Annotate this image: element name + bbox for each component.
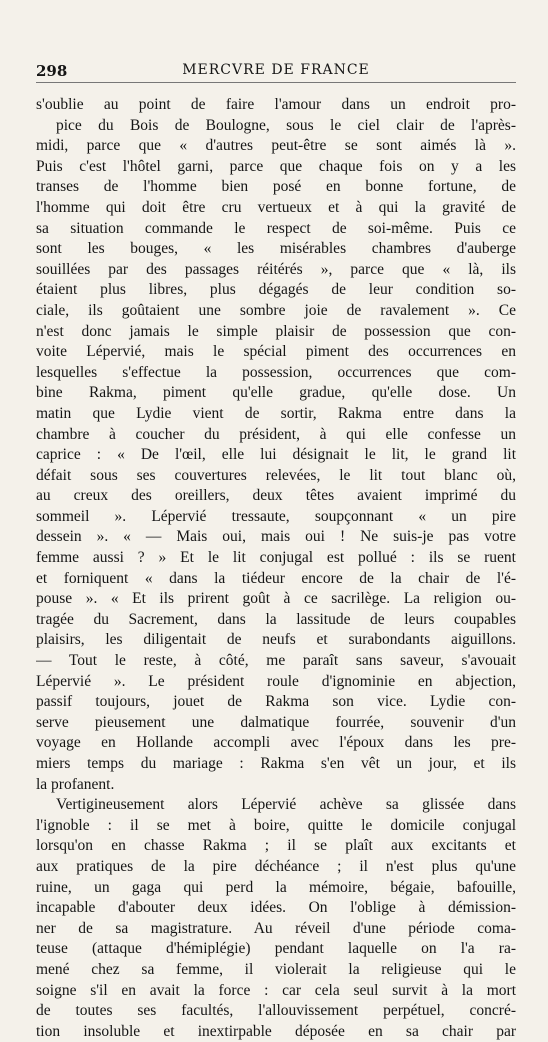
text-line: sommeil ». Lépervié tressaute, soupçonnant « un pire (36, 507, 516, 525)
text-line: ner de sa magistrature. Au réveil d'une période coma- (36, 919, 516, 937)
running-title: MERCVRE DE FRANCE (182, 62, 370, 78)
text-line: pice du Bois de Boulogne, sous le ciel clair de l'après- (56, 116, 516, 134)
text-line: mené chez sa femme, il violerait la religieuse qui le (36, 960, 516, 978)
text-line: l'ignoble : il se met à boire, quitte le domicile conjugal (36, 816, 516, 834)
text-line: teuse (attaque d'hémiplégie) pendant laquelle on l'a ra- (36, 940, 516, 958)
text-line: la profanent. (36, 775, 115, 793)
text-line: midi, parce que « d'autres peut-être se sont aimés là ». (36, 137, 516, 155)
text-line: soigne s'il en avait la force : car cela seul survit à la mort (36, 981, 516, 999)
text-line: Lépervié ». Le président roule d'ignominie en abjection, (36, 672, 516, 690)
text-line: n'est donc jamais le simple plaisir de possession que con- (36, 322, 516, 340)
page-number: 298 (36, 62, 68, 80)
text-line: dessein ». « — Mais oui, mais oui ! Ne suis-je pas votre (36, 528, 516, 546)
text-line: femme aussi ? » Et le lit conjugal est pollué : ils se ruent (36, 549, 516, 567)
text-line: tragée du Sacrement, dans la lassitude de leurs coupables (36, 610, 516, 628)
text-line: chambre à coucher du président, à qui elle confesse un (36, 425, 516, 443)
text-line: caprice : « De l'œil, elle lui désignait le lit, le grand lit (36, 446, 516, 464)
page-header (36, 60, 516, 83)
body-text (36, 95, 516, 1042)
text-line: passif toujours, jouet de Rakma son vice. Lydie con- (36, 693, 516, 711)
text-line: étaient plus libres, plus dégagés de leur condition so- (36, 281, 516, 299)
text-line: au creux des oreillers, deux têtes avaient imprimé du (36, 487, 516, 505)
text-line: transes de l'homme bien posé en bonne fortune, de (36, 178, 516, 196)
text-line: l'homme qui doit être cru vertueux et à qui la gravité de (36, 198, 516, 216)
text-line: pouse ». « Et ils prirent goût à ce sacrilège. La religion ou- (36, 590, 516, 608)
text-line: — Tout le reste, à côté, me paraît sans saveur, s'avouait (36, 652, 516, 670)
text-line: serve pieusement une dalmatique fourrée, souvenir d'un (36, 713, 516, 731)
text-line: et forniquent « dans la tiédeur encore de la chair de l'é- (36, 569, 516, 587)
text-line: souillées par des passages réitérés », parce que « là, ils (36, 260, 516, 278)
text-line: tion insoluble et inextirpable déposée en sa chair par (36, 1022, 516, 1040)
text-line: miers temps du mariage : Rakma s'en vêt un jour, et ils (36, 755, 516, 772)
text-line: voyage en Hollande accompli avec l'époux dans les pre- (36, 734, 516, 752)
text-line: sa situation commande le respect de soi-même. Puis ce (36, 219, 516, 237)
text-line: lorsqu'on en chasse Rakma ; il se plaît aux excitants et (36, 837, 516, 855)
text-line: Vertigineusement alors Lépervié achève sa glissée dans (56, 796, 516, 814)
text-line: ruine, un gaga qui perd la mémoire, bégaie, bafouille, (36, 878, 516, 896)
text-line: incapable d'abouter deux idées. On l'oblige à démission- (36, 899, 516, 917)
text-line: plaisirs, les diligentait de neufs et surabondants aiguillons. (36, 631, 516, 649)
text-line: bine Rakma, piment qu'elle gradue, qu'elle dose. Un (36, 384, 516, 402)
text-line: lesquelles s'effectue la possession, occurrences que com- (36, 363, 516, 381)
text-line: ciale, ils goûtaient une sombre joie de ravalement ». Ce (36, 301, 516, 319)
text-line: de toutes ses facultés, l'allouvissement perpétuel, concré- (36, 1002, 516, 1020)
text-line: matin que Lydie vient de sortir, Rakma entre dans la (36, 404, 516, 422)
text-line: sont les bouges, « les misérables chambres d'auberge (36, 240, 516, 258)
text-line: défait sous ses couvertures relevées, le lit tout blanc où, (36, 466, 516, 484)
text-line: Puis c'est l'hôtel garni, parce que chaque fois on y a les (36, 157, 516, 175)
text-line: voite Lépervié, mais le spécial piment des occurrences en (36, 343, 516, 361)
text-line: aux pratiques de la pire déchéance ; il n'est plus qu'une (36, 857, 516, 875)
text-line: s'oublie au point de faire l'amour dans un endroit pro- (36, 96, 516, 113)
